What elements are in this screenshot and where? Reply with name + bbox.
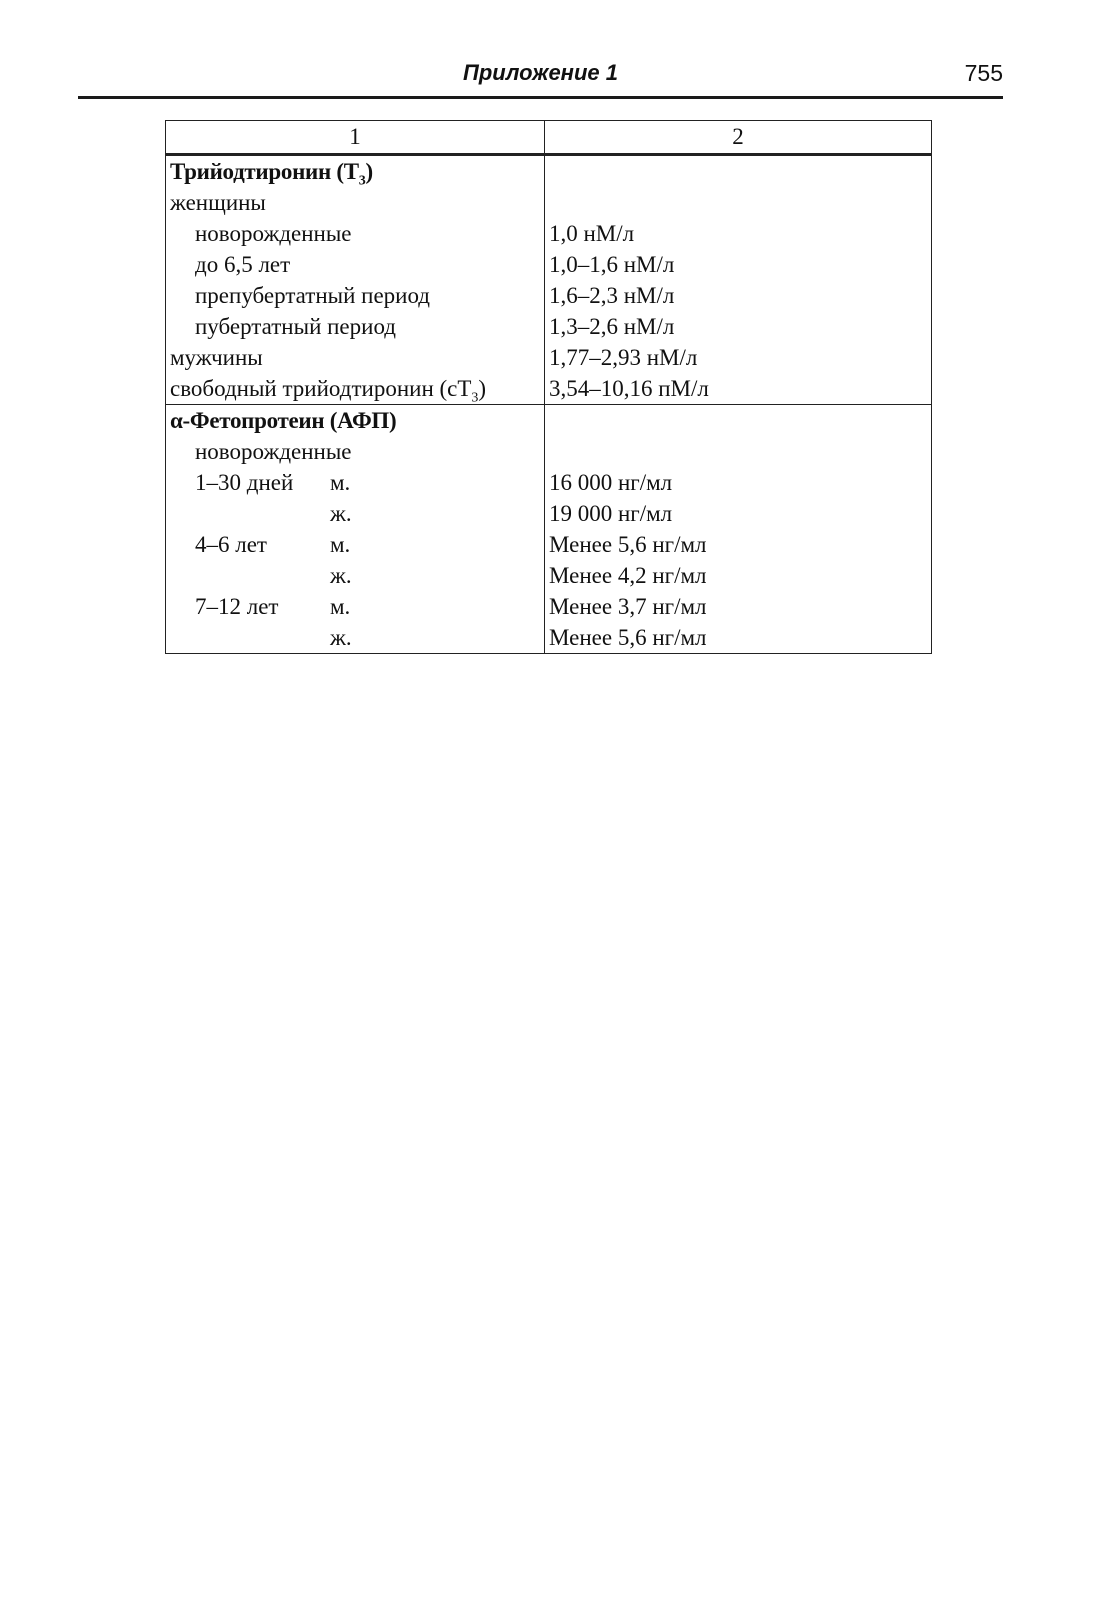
column-header-1: 1: [166, 121, 545, 155]
row-value: 1,77–2,93 нМ/л: [545, 342, 932, 373]
table-row: [166, 373, 932, 405]
row-label: препубертатный период: [195, 283, 431, 308]
running-head: [78, 58, 1003, 99]
row-value: Менее 5,6 нг/мл: [545, 622, 932, 654]
table-row: [166, 622, 932, 654]
table-row: [166, 405, 932, 437]
table-row: [166, 311, 932, 342]
table-row: [166, 342, 932, 373]
row-value: Менее 3,7 нг/мл: [545, 591, 932, 622]
row-value: 19 000 нг/мл: [545, 498, 932, 529]
section-title-afp: α-Фетопротеин (АФП): [170, 408, 397, 433]
row-value: 1,6–2,3 нМ/л: [545, 280, 932, 311]
row-value: 1,3–2,6 нМ/л: [545, 311, 932, 342]
age-label: 7–12 лет: [195, 594, 279, 619]
table-row: [166, 498, 932, 529]
table-row: [166, 529, 932, 560]
table-row: [166, 187, 932, 218]
group-label-women: женщины: [166, 187, 545, 218]
age-label: 4–6 лет: [195, 532, 267, 557]
column-header-2: 2: [545, 121, 932, 155]
age-label: 1–30 дней: [195, 470, 294, 495]
table-header-row: [166, 121, 932, 155]
table-row: [166, 560, 932, 591]
sex-label: ж.: [330, 563, 352, 588]
sex-label: м.: [330, 594, 351, 619]
row-value: 3,54–10,16 пМ/л: [545, 373, 932, 405]
sex-label: м.: [330, 470, 351, 495]
table-row: [166, 591, 932, 622]
running-title: Приложение 1: [463, 60, 618, 85]
table-row: [166, 249, 932, 280]
row-value: 1,0 нМ/л: [545, 218, 932, 249]
row-value: Менее 5,6 нг/мл: [545, 529, 932, 560]
page-number: 755: [964, 60, 1003, 86]
row-label: до 6,5 лет: [195, 252, 291, 277]
table-row: [166, 280, 932, 311]
table-row: [166, 218, 932, 249]
reference-values-table: [165, 120, 932, 654]
row-label: пубертатный период: [195, 314, 396, 339]
row-label: новорожденные: [195, 221, 352, 246]
section-title-t3: Трийодтиронин $(T_3)$: [170, 159, 373, 189]
sex-label: ж.: [330, 501, 352, 526]
sex-label: м.: [330, 532, 351, 557]
row-label-free-t3: свободный трийодтиронин $(cT_3)$: [166, 373, 545, 405]
table-row: [166, 467, 932, 498]
row-value: Менее 4,2 нг/мл: [545, 560, 932, 591]
row-label-men: мужчины: [166, 342, 545, 373]
table-row: [166, 436, 932, 467]
sex-label: ж.: [330, 625, 352, 650]
row-value: 1,0–1,6 нМ/л: [545, 249, 932, 280]
group-label-newborn: новорожденные: [195, 439, 352, 464]
table-row: [166, 155, 932, 188]
row-value: 16 000 нг/мл: [545, 467, 932, 498]
